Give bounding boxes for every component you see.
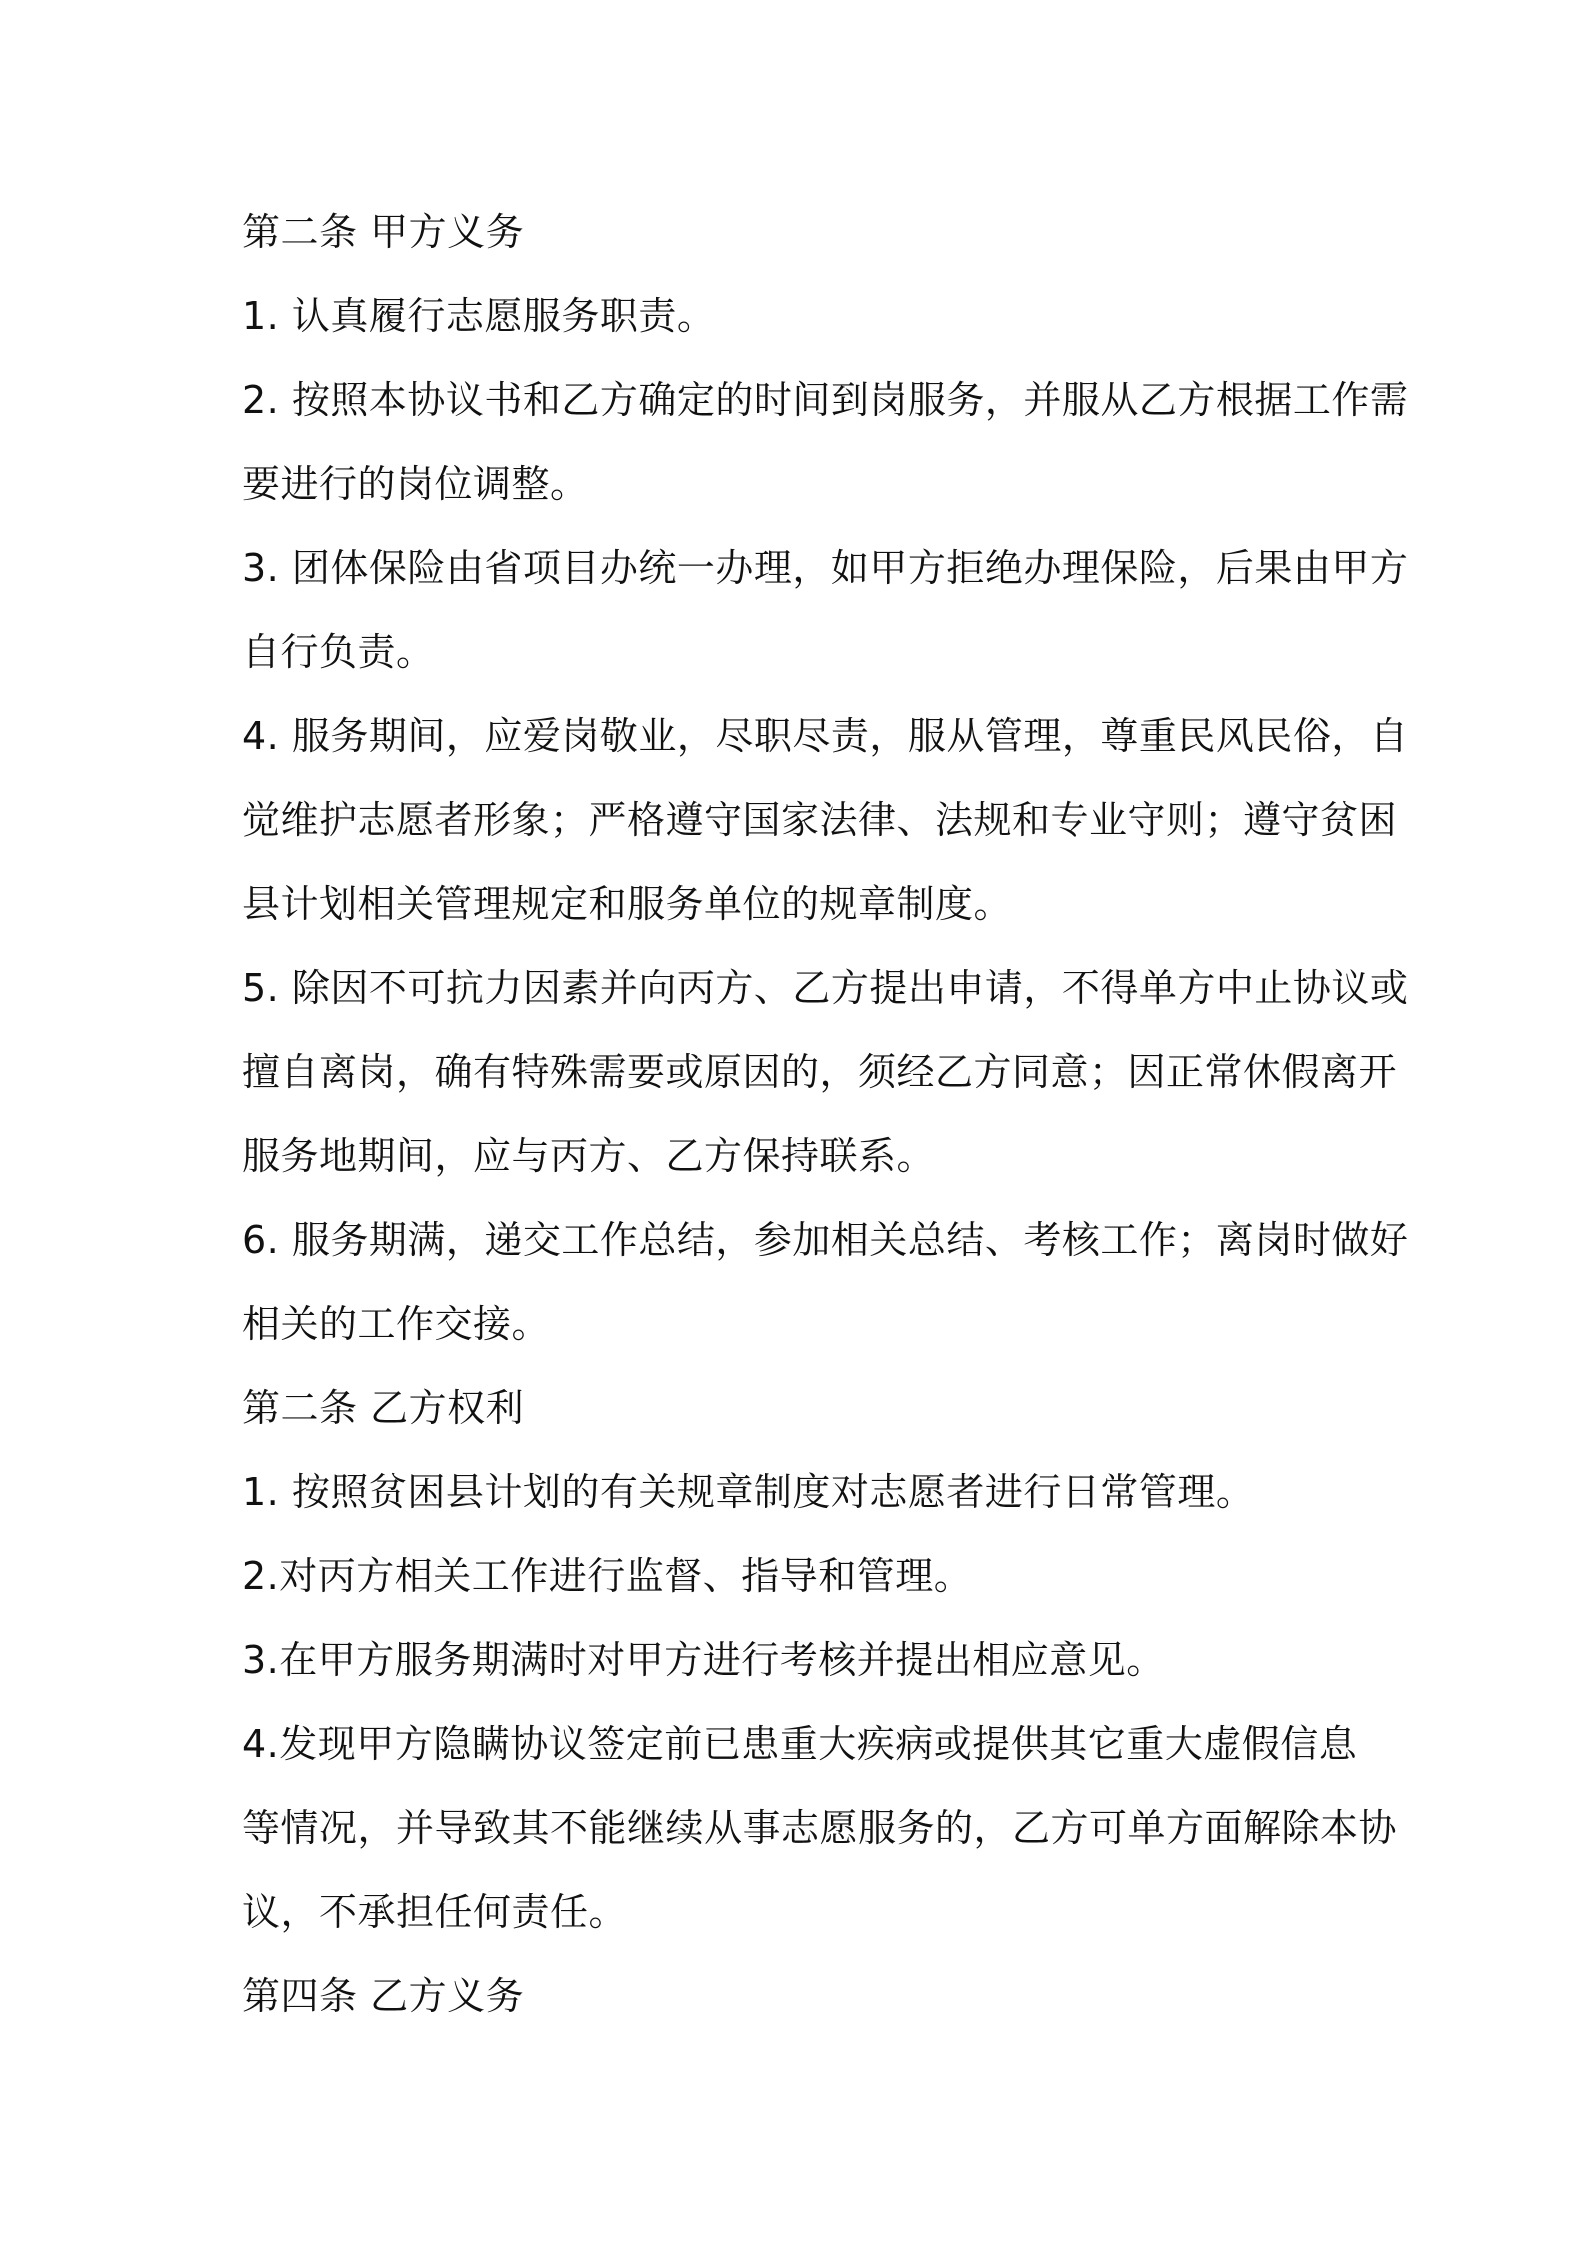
section-heading-party-a-obligations: 第二条 甲方义务 — [242, 210, 525, 254]
text-line: 3. 团体保险由省项目办统一办理，如甲方拒绝办理保险，后果由甲方 — [242, 546, 1409, 590]
text-line: 擅自离岗，确有特殊需要或原因的，须经乙方同意；因正常休假离开 — [242, 1050, 1398, 1094]
text-line: 议，不承担任何责任。 — [242, 1890, 628, 1934]
text-line: 觉维护志愿者形象；严格遵守国家法律、法规和专业守则；遵守贫困 — [242, 798, 1398, 842]
text-line: 2. 按照本协议书和乙方确定的时间到岗服务，并服从乙方根据工作需 — [242, 378, 1409, 422]
text-line: 自行负责。 — [242, 630, 435, 674]
text-line: 1. 按照贫困县计划的有关规章制度对志愿者进行日常管理。 — [242, 1470, 1255, 1514]
text-line: 县计划相关管理规定和服务单位的规章制度。 — [242, 882, 1013, 926]
text-line: 4.发现甲方隐瞒协议签定前已患重大疾病或提供其它重大虚假信息 — [242, 1722, 1358, 1766]
text-line: 1. 认真履行志愿服务职责。 — [242, 294, 716, 338]
text-line: 相关的工作交接。 — [242, 1302, 551, 1346]
text-line: 2.对丙方相关工作进行监督、指导和管理。 — [242, 1554, 973, 1598]
text-line: 6. 服务期满，递交工作总结，参加相关总结、考核工作；离岗时做好 — [242, 1218, 1409, 1262]
document-body — [242, 190, 1409, 2038]
text-line: 4. 服务期间，应爱岗敬业，尽职尽责，服从管理，尊重民风民俗，自 — [242, 714, 1409, 758]
section-heading-party-b-obligations: 第四条 乙方义务 — [242, 1974, 525, 2018]
text-line: 5. 除因不可抗力因素并向丙方、乙方提出申请，不得单方中止协议或 — [242, 966, 1409, 1010]
section-heading-party-b-rights: 第二条 乙方权利 — [242, 1386, 525, 1430]
text-line: 服务地期间，应与丙方、乙方保持联系。 — [242, 1134, 936, 1178]
text-line: 3.在甲方服务期满时对甲方进行考核并提出相应意见。 — [242, 1638, 1165, 1682]
text-line: 要进行的岗位调整。 — [242, 462, 589, 506]
text-line: 等情况，并导致其不能继续从事志愿服务的，乙方可单方面解除本协 — [242, 1806, 1398, 1850]
